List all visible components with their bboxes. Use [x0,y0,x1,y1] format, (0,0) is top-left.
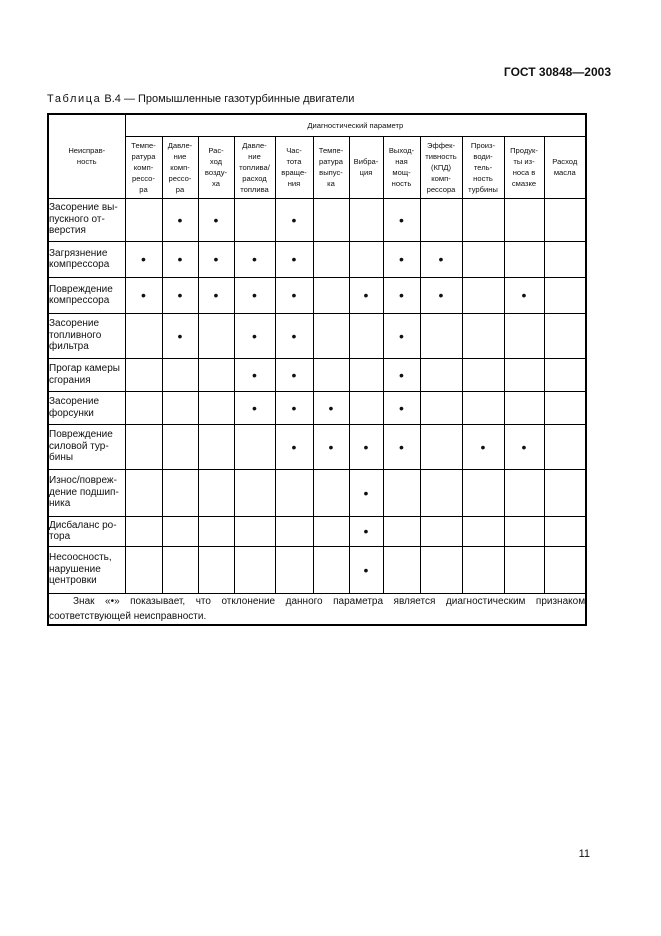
indicator-dot: • [349,469,383,516]
indicator-dot: • [383,241,420,277]
empty-cell [462,391,504,424]
empty-cell [504,241,544,277]
table-row [48,516,586,546]
empty-cell [198,358,234,391]
table-row [48,546,586,593]
empty-cell [162,469,198,516]
empty-cell [383,546,420,593]
indicator-dot: • [504,277,544,313]
fault-name: Засорение топливного фильтра [48,313,125,358]
indicator-dot: • [383,424,420,469]
empty-cell [198,546,234,593]
empty-cell [198,391,234,424]
empty-cell [125,469,162,516]
indicator-dot: • [162,313,198,358]
fault-name: Износ/повреж- дение подшип- ника [48,469,125,516]
indicator-dot: • [198,277,234,313]
empty-cell [234,424,275,469]
indicator-dot: • [234,391,275,424]
fault-name: Прогар камеры сгорания [48,358,125,391]
empty-cell [275,469,313,516]
indicator-dot: • [275,358,313,391]
indicator-dot: • [383,277,420,313]
indicator-dot: • [383,313,420,358]
empty-cell [125,313,162,358]
indicator-dot: • [313,424,349,469]
empty-cell [462,546,504,593]
empty-cell [544,546,586,593]
empty-cell [234,198,275,241]
empty-cell [162,516,198,546]
empty-cell [544,469,586,516]
indicator-dot: • [420,277,462,313]
empty-cell [198,469,234,516]
standard-number: ГОСТ 30848—2003 [503,65,611,79]
parameter-header: Темпе- ратура выпус- ка [313,136,349,198]
indicator-dot: • [275,277,313,313]
indicator-dot: • [275,198,313,241]
empty-cell [313,241,349,277]
table-caption-prefix: Таблица [47,93,102,105]
empty-cell [420,516,462,546]
table-row [48,241,586,277]
empty-cell [504,516,544,546]
diagnostic-table [47,113,587,626]
indicator-dot: • [383,198,420,241]
indicator-dot: • [462,424,504,469]
empty-cell [504,358,544,391]
note-row [48,593,586,625]
empty-cell [313,358,349,391]
indicator-dot: • [275,241,313,277]
empty-cell [544,424,586,469]
empty-cell [125,516,162,546]
indicator-dot: • [349,516,383,546]
empty-cell [234,546,275,593]
parameter-header: Темпе- ратура комп- рессо- ра [125,136,162,198]
fault-name: Повреждение компрессора [48,277,125,313]
indicator-dot: • [162,241,198,277]
empty-cell [125,358,162,391]
indicator-dot: • [275,424,313,469]
empty-cell [313,469,349,516]
empty-cell [198,313,234,358]
indicator-dot: • [349,424,383,469]
table-row [48,198,586,241]
table-row [48,424,586,469]
empty-cell [383,469,420,516]
empty-cell [125,198,162,241]
table-row [48,469,586,516]
parameter-header: Произ- води- тель- ность турбины [462,136,504,198]
empty-cell [462,198,504,241]
empty-cell [504,313,544,358]
empty-cell [462,469,504,516]
empty-cell [462,241,504,277]
empty-cell [420,424,462,469]
empty-cell [504,546,544,593]
parameter-header: Давле- ние комп- рессо- ра [162,136,198,198]
table-row [48,313,586,358]
empty-cell [462,516,504,546]
empty-cell [313,313,349,358]
empty-cell [313,546,349,593]
empty-cell [544,241,586,277]
empty-cell [349,313,383,358]
indicator-dot: • [125,241,162,277]
fault-name: Повреждение силовой тур- бины [48,424,125,469]
empty-cell [162,391,198,424]
fault-name: Засорение форсунки [48,391,125,424]
table-caption [47,93,354,105]
empty-cell [198,516,234,546]
parameter-header: Давле- ние топлива/ расход топлива [234,136,275,198]
indicator-dot: • [275,391,313,424]
indicator-dot: • [162,277,198,313]
empty-cell [234,469,275,516]
empty-cell [313,277,349,313]
empty-cell [544,391,586,424]
indicator-dot: • [234,277,275,313]
table-row [48,391,586,424]
indicator-dot: • [234,358,275,391]
indicator-dot: • [383,358,420,391]
empty-cell [383,516,420,546]
empty-cell [162,424,198,469]
empty-cell [504,198,544,241]
parameter-header: Эффек- тивность (КПД) комп- рессора [420,136,462,198]
parameter-header: Продук- ты из- носа в смазке [504,136,544,198]
empty-cell [275,516,313,546]
empty-cell [462,313,504,358]
empty-cell [544,313,586,358]
empty-cell [125,546,162,593]
parameter-header: Расход масла [544,136,586,198]
empty-cell [420,198,462,241]
empty-cell [420,391,462,424]
empty-cell [462,358,504,391]
table-note: Знак «•» показывает, что отклонение данного параметра является диагностическим признаком соответствующей неисправности. [48,593,586,625]
empty-cell [544,277,586,313]
indicator-dot: • [349,277,383,313]
empty-cell [504,469,544,516]
empty-cell [198,424,234,469]
empty-cell [349,358,383,391]
empty-cell [234,516,275,546]
parameter-header: Выход- ная мощ- ность [383,136,420,198]
fault-column-header [48,114,125,198]
empty-cell [125,391,162,424]
indicator-dot: • [234,313,275,358]
empty-cell [544,516,586,546]
fault-column-header-text: Неисправ- ность [68,146,106,167]
empty-cell [420,546,462,593]
table-row [48,277,586,313]
fault-name: Дисбаланс ро- тора [48,516,125,546]
parameter-group-header: Диагностический параметр [125,114,586,136]
empty-cell [420,469,462,516]
parameter-header: Час- тота враще- ния [275,136,313,198]
empty-cell [162,358,198,391]
parameter-header: Рас- ход возду- ха [198,136,234,198]
indicator-dot: • [275,313,313,358]
empty-cell [462,277,504,313]
empty-cell [420,358,462,391]
indicator-dot: • [234,241,275,277]
indicator-dot: • [349,546,383,593]
indicator-dot: • [162,198,198,241]
empty-cell [349,391,383,424]
empty-cell [349,198,383,241]
fault-name: Загрязнение компрессора [48,241,125,277]
indicator-dot: • [504,424,544,469]
parameter-header: Вибра- ция [349,136,383,198]
empty-cell [125,424,162,469]
page-number: 11 [578,848,590,860]
empty-cell [162,546,198,593]
empty-cell [275,546,313,593]
fault-name: Несоосность, нарушение центровки [48,546,125,593]
empty-cell [313,198,349,241]
empty-cell [544,198,586,241]
empty-cell [544,358,586,391]
indicator-dot: • [383,391,420,424]
indicator-dot: • [198,241,234,277]
empty-cell [420,313,462,358]
indicator-dot: • [125,277,162,313]
empty-cell [504,391,544,424]
fault-name: Засорение вы- пускного от- верстия [48,198,125,241]
table-row [48,358,586,391]
empty-cell [349,241,383,277]
indicator-dot: • [313,391,349,424]
empty-cell [313,516,349,546]
table-caption-title: В.4 — Промышленные газотурбинные двигатели [101,93,355,105]
indicator-dot: • [198,198,234,241]
indicator-dot: • [420,241,462,277]
